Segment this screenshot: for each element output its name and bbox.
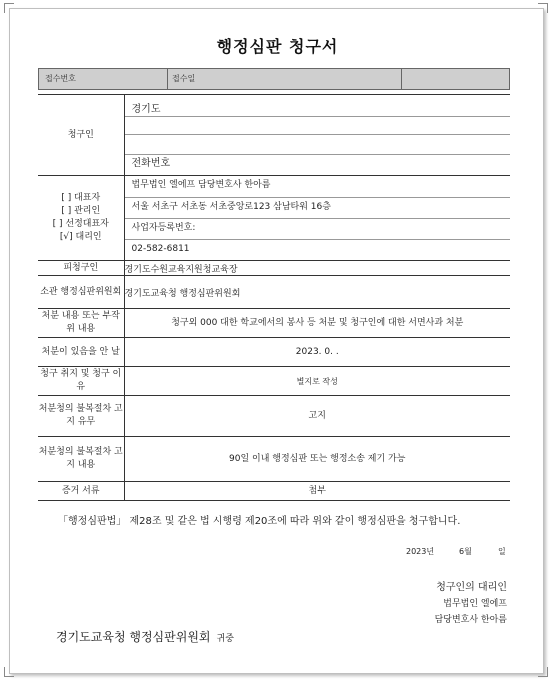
disposition-value: 청구외 000 대한 학교에서의 봉사 등 처분 및 청구인에 대한 서면사과 처분: [124, 309, 510, 338]
agent-roles: [38, 176, 124, 261]
role-selected-representative: [ ] 선정대표자: [52, 219, 109, 229]
receipt-date-label: 접수일: [172, 74, 196, 83]
applicant-blank: [125, 117, 511, 135]
agent-values: [124, 176, 510, 261]
applicant-name: 경기도: [125, 95, 511, 117]
signature-agent-title: 청구인의 대리인: [436, 582, 507, 593]
known-date-value: 2023. 0. .: [124, 338, 510, 367]
signature-lawyer: 담당변호사 한아름: [434, 615, 507, 625]
disposition-label: 처분 내용 또는 부작위 내용: [38, 309, 124, 338]
agent-name: 법무법인 엘에프 담당변호사 한아름: [125, 176, 511, 198]
committee-label: 소관 행정심판위원회: [38, 276, 124, 309]
role-agent: [√] 대리인: [59, 232, 102, 242]
known-date-row: [38, 338, 510, 367]
receipt-number-label: 접수번호: [45, 74, 76, 83]
statement-text: 「행정심판법」 제28조 및 같은 법 시행령 제20조에 따라 위와 같이 행정심판을 청구합니다.: [58, 516, 461, 527]
receipt-divider: [167, 69, 168, 89]
receipt-divider: [401, 69, 402, 89]
applicant-blank: [125, 135, 511, 155]
notice-content-value: 90일 이내 행정심판 또는 행정소송 제기 가능: [124, 437, 510, 482]
evidence-value: 첨부: [124, 482, 510, 501]
notice-content-label: 처분청의 불복절차 고지 내용: [38, 437, 124, 482]
role-manager: [ ] 관리인: [61, 206, 101, 216]
crop-mark-bottom-left: [4, 667, 14, 677]
document-title: 행정심판 청구서: [216, 37, 339, 56]
notice-row: [38, 396, 510, 437]
date-day: 일: [498, 547, 506, 556]
crop-mark-bottom-right: [538, 667, 548, 677]
receipt-bar: [38, 68, 510, 90]
role-representative: [ ] 대표자: [61, 193, 101, 203]
reason-label: 청구 취지 및 청구 이유: [38, 367, 124, 396]
disposition-row: [38, 309, 510, 338]
recipient: [56, 628, 234, 645]
crop-mark-top-right: [538, 3, 548, 13]
notice-content-row: [38, 437, 510, 482]
date-year: 2023년: [406, 547, 435, 556]
evidence-label: 증거 서류: [38, 482, 124, 501]
committee-value: 경기도교육청 행정심판위원회: [124, 276, 510, 309]
applicant-values: [124, 95, 510, 176]
respondent-row: [38, 261, 510, 276]
notice-value: 고지: [124, 396, 510, 437]
appeal-form-table: [38, 94, 510, 501]
date-month: 6월: [459, 547, 472, 556]
known-date-label: 처분이 있음을 안 날: [38, 338, 124, 367]
notice-label: 처분청의 불복절차 고지 유무: [38, 396, 124, 437]
applicant-label: 청구인: [38, 95, 124, 176]
recipient-name: 경기도교육청 행정심판위원회: [56, 630, 211, 644]
recipient-suffix: 귀중: [216, 634, 234, 644]
reason-row: [38, 367, 510, 396]
respondent-value: 경기도수원교육지원청교육장: [124, 261, 510, 276]
agent-address: 서울 서초구 서초동 서초중앙로123 삼남타워 16층: [125, 198, 511, 219]
signature-firm: 법무법인 엘에프: [443, 599, 507, 609]
respondent-label: 피청구인: [38, 261, 124, 276]
reason-value: 별지로 작성: [124, 367, 510, 396]
agent-phone: 02-582-6811: [131, 244, 190, 254]
crop-mark-top-left: [4, 3, 14, 13]
applicant-row: [38, 95, 510, 176]
evidence-row: [38, 482, 510, 501]
applicant-phone-label: 전화번호: [131, 158, 171, 169]
agent-row: [38, 176, 510, 261]
agent-bizno-label: 사업자등록번호:: [125, 219, 511, 240]
committee-row: [38, 276, 510, 309]
